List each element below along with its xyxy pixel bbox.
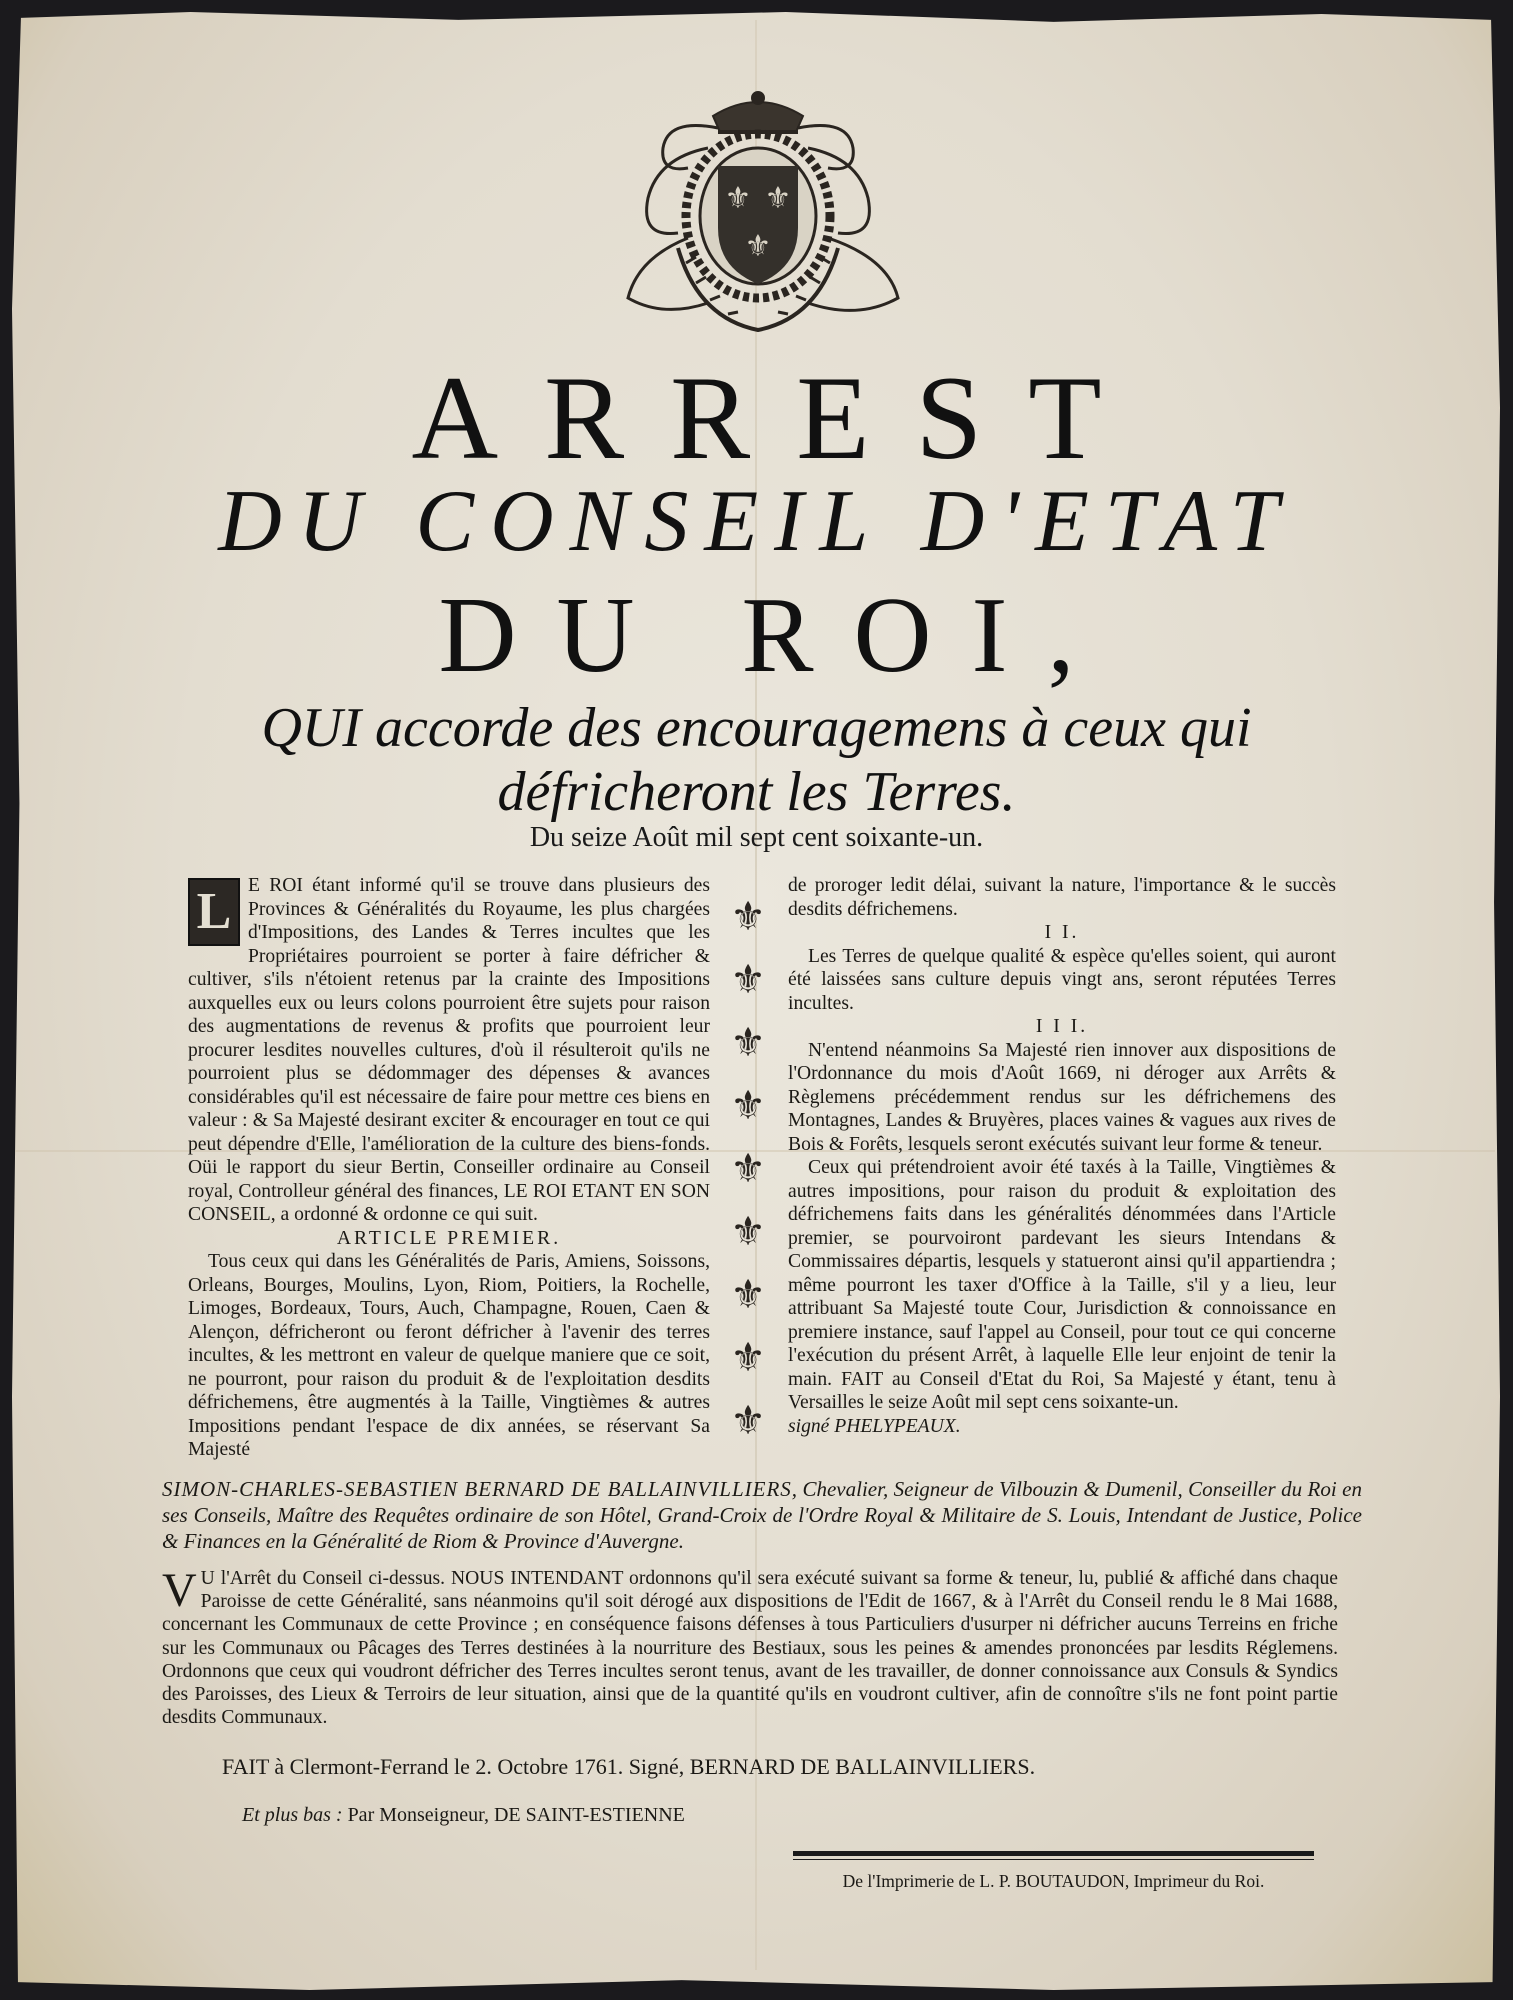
intendant-titles xyxy=(162,1476,1362,1554)
subject-line-1: QUI accorde des encouragemens à ceux qui xyxy=(261,697,1252,759)
title-arrest: ARREST xyxy=(411,351,1148,484)
imprint-rule-thin xyxy=(793,1859,1314,1860)
ordinance-signature: FAIT à Clermont-Ferrand le 2. Octobre 1761. Signé, BERNARD DE BALLAINVILLIERS. xyxy=(222,1754,1036,1779)
svg-text:⚜: ⚜ xyxy=(730,1209,766,1255)
title-conseil: DU CONSEIL D'ETAT xyxy=(218,473,1295,570)
intendant-title-text: , Chevalier, Seigneur de Vilbouzin & Dumenil, Conseiller du Roi en ses Conseils, Maître des Requêtes ordinaire de son Hôtel, Grand-Croix de l'Ordre Royal & Militaire de S. Louis, Intendant de Justice, Police & Finances en la Généralité de Riom & Province d'Auvergne. xyxy=(162,1477,1362,1553)
svg-text:⚜: ⚜ xyxy=(730,1146,766,1192)
article-1-text: Tous ceux qui dans les Généralités de Paris, Amiens, Soissons, Orleans, Bourges, Moulins, Lyon, Riom, Poitiers, la Rochelle, Limoges, Bordeaux, Tours, Auch, Champagne, Rouen, Caen & Alençon, défricheront ou feront défricher à l'avenir des terres incultes, & les mettront en valeur de quelque maniere que ce soit, ne pourront, pour raison du produit & de l'exploitation desdits défrichemens, être augmentés à la Taille, Vingtièmes & autres Impositions pendant l'espace de dix années, se réservant Sa Majesté xyxy=(188,1251,710,1460)
plus-bas-label: Et plus bas : xyxy=(242,1804,343,1826)
left-column xyxy=(188,874,710,1462)
article-4-text: Ceux qui prétendroient avoir été taxés à la Taille, Vingtièmes & autres impositions, pour raison du produit & exploitation des défrichemens faits dans les généralités dénommées dans l'Article premier, se pourvoiront pardevant les sieurs Intendans & Commissaires départis, lesquels y statueront ainsi qu'il appartiendra ; même pourront les taxer d'Office à la Taille, s'il y a lieu, leur attribuant Sa Majesté toute Cour, Jurisdiction & connoissance en premiere instance, sauf l'appel au Conseil, pour tout ce qui concerne l'exécution du présent Arrêt, à laquelle Elle leur enjoint de tenir la main. FAIT au Conseil d'Etat du Roi, Sa Majesté y étant, tenu à Versailles le seize Août mil sept cens soixante-un. xyxy=(788,1157,1336,1413)
article-2-heading: I I. xyxy=(1044,922,1080,943)
drop-cap-l: L xyxy=(188,878,240,946)
article-1-continuation: de proroger ledit délai, suivant la nature, l'importance & le succès desdits défrichemens. xyxy=(788,875,1336,920)
printer-imprint: De l'Imprimerie de L. P. BOUTAUDON, Imprimeur du Roi. xyxy=(842,1871,1265,1891)
ordinance-text: U l'Arrêt du Conseil ci-dessus. NOUS INTENDANT ordonnons qu'il sera exécuté suivant sa forme & teneur, lu, publié & affiché dans chaque Paroisse de cette Généralité, sans néanmoins qu'il soit dérogé aux dispositions de l'Edit de 1667, & à l'Arrêt du Conseil rendu le 8 Mai 1688, concernant les Communaux de cette Province ; en conséquence faisons défenses à tous Particuliers d'usurper ni défricher aucuns Terreins en friche sur les Communaux ou Pâcages des Terres destinées à la nourriture des Bestiaux, sous les peines & amendes prononcées par lesdits Réglemens. Ordonnons que ceux qui voudront défricher des Terres incultes seront tenus, avant de les travailler, de donner connoissance aux Consuls & Syndics des Paroisses, des Lieux & Terroirs de leur situation, ainsi que de la quantité qu'ils en voudront cultiver, afin de connoître s'ils ne font point partie desdits Communaux. xyxy=(162,1568,1338,1729)
plus-bas-text: Par Monseigneur, DE SAINT-ESTIENNE xyxy=(342,1804,685,1826)
svg-text:⚜: ⚜ xyxy=(730,1398,766,1444)
countersignature xyxy=(242,1804,685,1827)
svg-text:⚜: ⚜ xyxy=(730,1335,766,1381)
drop-cap-v: V xyxy=(162,1564,197,1617)
svg-text:⚜: ⚜ xyxy=(730,1272,766,1318)
svg-text:⚜: ⚜ xyxy=(730,894,766,940)
svg-text:⚜: ⚜ xyxy=(764,181,792,216)
intendant-ordinance xyxy=(162,1564,1338,1729)
svg-text:⚜: ⚜ xyxy=(730,1083,766,1129)
title-subject xyxy=(0,696,1513,824)
svg-text:⚜: ⚜ xyxy=(730,1020,766,1066)
imprint-rule-thick xyxy=(793,1851,1314,1856)
preamble-text: E ROI étant informé qu'il se trouve dans plusieurs des Provinces & Généralités du Royaume, les plus chargées d'Impositions, des Landes & Terres incultes que les Propriétaires pourroient se porter à faire défricher & cultiver, s'ils n'étoient retenus par la crainte des Impositions auxquelles eux ou leurs colons pourroient être sujets pour raison des augmentations de revenus & profits que pourroient leur procurer lesdites nouvelles cultures, d'où il résulteroit qu'ils ne pourroient plus se dédommager des dépenses & avances considérables qu'il est nécessaire de faire pour mettre ces biens en valeur : & Sa Majesté desirant exciter & encourager en tout ce qui peut dépendre d'Elle, l'amélioration de la culture des biens-fonds. Oüi le rapport du sieur Bertin, Conseiller ordinaire au Conseil royal, Controlleur général des finances, LE ROI ETANT EN SON CONSEIL, a ordonné & ordonne ce qui suit. xyxy=(188,875,710,1225)
svg-text:⚜: ⚜ xyxy=(744,229,772,264)
intendant-name: SIMON-CHARLES-SEBASTIEN BERNARD DE BALLAINVILLIERS xyxy=(162,1477,792,1501)
decree-date: Du seize Août mil sept cent soixante-un. xyxy=(529,822,984,853)
subject-line-2: défricheront les Terres. xyxy=(497,761,1016,823)
royal-arms-vignette xyxy=(568,88,948,340)
svg-text:⚜: ⚜ xyxy=(730,957,766,1003)
article-3-text: N'entend néanmoins Sa Majesté rien innover aux dispositions de l'Ordonnance du mois d'Août 1669, ni déroger aux Arrêts & Règlemens précédemment rendus sur les défrichemens des Montagnes, Landes & Bruyères, places vaines & vagues aux rives de Bois & Forêts, lesquels seront exécutés suivant leur forme & teneur. xyxy=(788,1039,1336,1155)
signature-phelypeaux: signé PHELYPEAUX. xyxy=(788,1415,961,1437)
article-3-heading: I I I. xyxy=(1035,1016,1089,1037)
svg-text:⚜: ⚜ xyxy=(724,181,752,216)
article-2-text: Les Terres de quelque qualité & espèce qu'elles soient, qui auront été laissées sans culture depuis vingt ans, seront réputées Terres incultes. xyxy=(788,945,1336,1014)
title-roi: DU ROI, xyxy=(438,576,1115,695)
right-column xyxy=(788,874,1336,1438)
article-1-heading: ARTICLE PREMIER. xyxy=(336,1227,562,1249)
fleur-de-lis-column-divider xyxy=(724,888,772,1468)
